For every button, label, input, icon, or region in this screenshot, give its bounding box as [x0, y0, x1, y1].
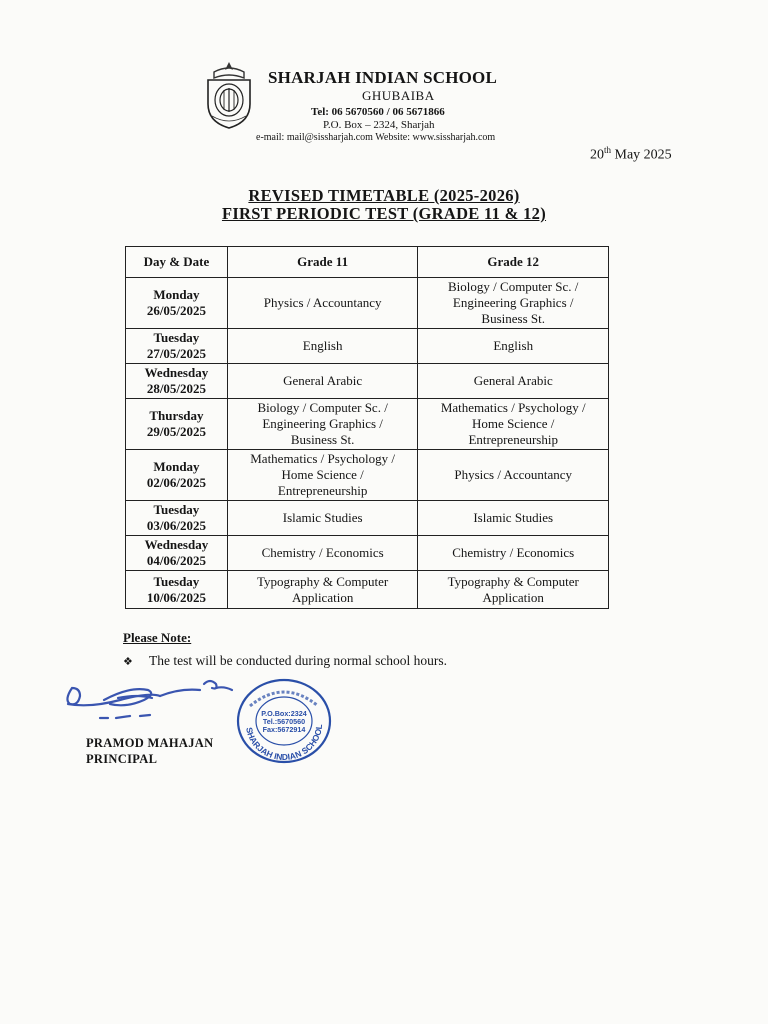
- day-name: Wednesday: [144, 537, 209, 552]
- cell-grade-12: [418, 501, 609, 536]
- stamp-fax: Fax:5672914: [262, 725, 306, 734]
- subject-line: Entrepreneurship: [277, 483, 368, 498]
- subject-line: English: [302, 338, 343, 353]
- cell-grade-12: [418, 536, 609, 571]
- day-date: 03/06/2025: [146, 518, 207, 533]
- day-date: 26/05/2025: [146, 303, 207, 318]
- subject-line: Chemistry / Economics: [261, 545, 384, 560]
- cell-grade-11: [227, 571, 418, 609]
- cell-day-date: [126, 278, 228, 329]
- subject-line: General Arabic: [283, 373, 363, 388]
- subject-line: Biology / Computer Sc. /: [448, 279, 579, 294]
- cell-day-date: [126, 329, 228, 364]
- day-date: 02/06/2025: [146, 475, 207, 490]
- table-row: [126, 571, 609, 609]
- table-row: [126, 501, 609, 536]
- cell-day-date: [126, 501, 228, 536]
- day-date: 29/05/2025: [146, 424, 207, 439]
- timetable-title: REVISED TIMETABLE (2025-2026): [248, 186, 520, 205]
- principal-signature: [60, 670, 240, 730]
- subject-line: Application: [291, 589, 354, 605]
- note-item: [123, 653, 447, 669]
- subject-line: Islamic Studies: [473, 510, 554, 525]
- subject-line: Business St.: [481, 311, 545, 326]
- table-row: [126, 450, 609, 501]
- cell-grade-12: [418, 278, 609, 329]
- day-name: Monday: [153, 459, 200, 474]
- subject-line: Home Science /: [472, 416, 555, 431]
- cell-grade-12: [418, 399, 609, 450]
- table-row: [126, 278, 609, 329]
- cell-day-date: [126, 571, 228, 609]
- subject-line: Business St.: [290, 432, 355, 447]
- day-name: Tuesday: [153, 330, 200, 345]
- cell-grade-11: [227, 450, 418, 501]
- cell-grade-12: [418, 364, 609, 399]
- subject-line: Application: [482, 589, 544, 605]
- cell-grade-11: [227, 536, 418, 571]
- table-row: [126, 364, 609, 399]
- principal-name: PRAMOD MAHAJAN: [86, 736, 214, 750]
- table-row: [126, 536, 609, 571]
- subject-line: Engineering Graphics /: [452, 295, 574, 310]
- subject-line: Mathematics / Psychology /: [250, 451, 396, 466]
- cell-grade-12: [418, 571, 609, 609]
- day-name: Tuesday: [153, 573, 200, 589]
- subject-line: General Arabic: [473, 373, 553, 388]
- cell-grade-12: [418, 450, 609, 501]
- subject-line: Typography & Computer: [447, 573, 579, 589]
- cell-day-date: [126, 364, 228, 399]
- subject-line: Chemistry / Economics: [452, 545, 575, 560]
- cell-grade-12: [418, 329, 609, 364]
- subject-line: Entrepreneurship: [468, 432, 558, 447]
- note-text: The test will be conducted during normal school hours.: [149, 653, 448, 668]
- subject-line: English: [493, 338, 534, 353]
- test-title: FIRST PERIODIC TEST (GRADE 11 & 12): [221, 204, 547, 223]
- table-header-row: [126, 247, 609, 278]
- school-location: GHUBAIBA: [362, 88, 435, 103]
- subject-line: Engineering Graphics /: [262, 416, 383, 431]
- cell-grade-11: [227, 501, 418, 536]
- day-date: 10/06/2025: [146, 589, 207, 605]
- cell-day-date: [126, 536, 228, 571]
- subject-line: Mathematics / Psychology /: [440, 400, 586, 415]
- day-date: 28/05/2025: [146, 381, 207, 396]
- stamp-po-box: P.O.Box:2324: [261, 709, 307, 718]
- note-label: Please Note:: [123, 630, 192, 645]
- cell-grade-11: [227, 329, 418, 364]
- header-grade-11: Grade 11: [227, 247, 418, 278]
- school-po-box: P.O. Box – 2324, Sharjah: [323, 119, 435, 131]
- subject-line: Biology / Computer Sc. /: [257, 400, 388, 415]
- cell-grade-11: [227, 278, 418, 329]
- subject-line: Physics / Accountancy: [454, 467, 573, 482]
- principal-title: PRINCIPAL: [86, 752, 158, 766]
- header-day-date: Day & Date: [126, 247, 228, 278]
- stamp-arc-text: SHARJAH INDIAN SCHOOL: [244, 723, 325, 763]
- timetable-table: [125, 246, 609, 609]
- school-stamp-seal: [232, 676, 336, 766]
- subject-line: Islamic Studies: [282, 510, 363, 525]
- stamp-tel: Tel.:5670560: [262, 717, 306, 726]
- day-name: Thursday: [149, 408, 204, 423]
- header-grade-12: Grade 12: [418, 247, 609, 278]
- school-logo-icon: [200, 60, 258, 130]
- day-name: Tuesday: [153, 502, 200, 517]
- school-telephone: Tel: 06 5670560 / 06 5671866: [311, 106, 445, 118]
- document-date: 20th May 2025: [590, 145, 672, 163]
- table-row: [126, 399, 609, 450]
- cell-day-date: [126, 399, 228, 450]
- table-row: [126, 329, 609, 364]
- day-date: 27/05/2025: [146, 346, 207, 361]
- diamond-bullet-icon: ❖: [123, 655, 133, 668]
- day-date: 04/06/2025: [146, 553, 207, 568]
- day-name: Wednesday: [144, 365, 209, 380]
- subject-line: Home Science /: [281, 467, 364, 482]
- school-email-website: e-mail: mail@sissharjah.com Website: www.sissharjah.com: [256, 132, 496, 143]
- subject-line: Physics / Accountancy: [263, 295, 382, 310]
- cell-grade-11: [227, 399, 418, 450]
- cell-grade-11: [227, 364, 418, 399]
- school-name: SHARJAH INDIAN SCHOOL: [268, 68, 498, 87]
- subject-line: Typography & Computer: [257, 573, 389, 589]
- cell-day-date: [126, 450, 228, 501]
- day-name: Monday: [153, 287, 200, 302]
